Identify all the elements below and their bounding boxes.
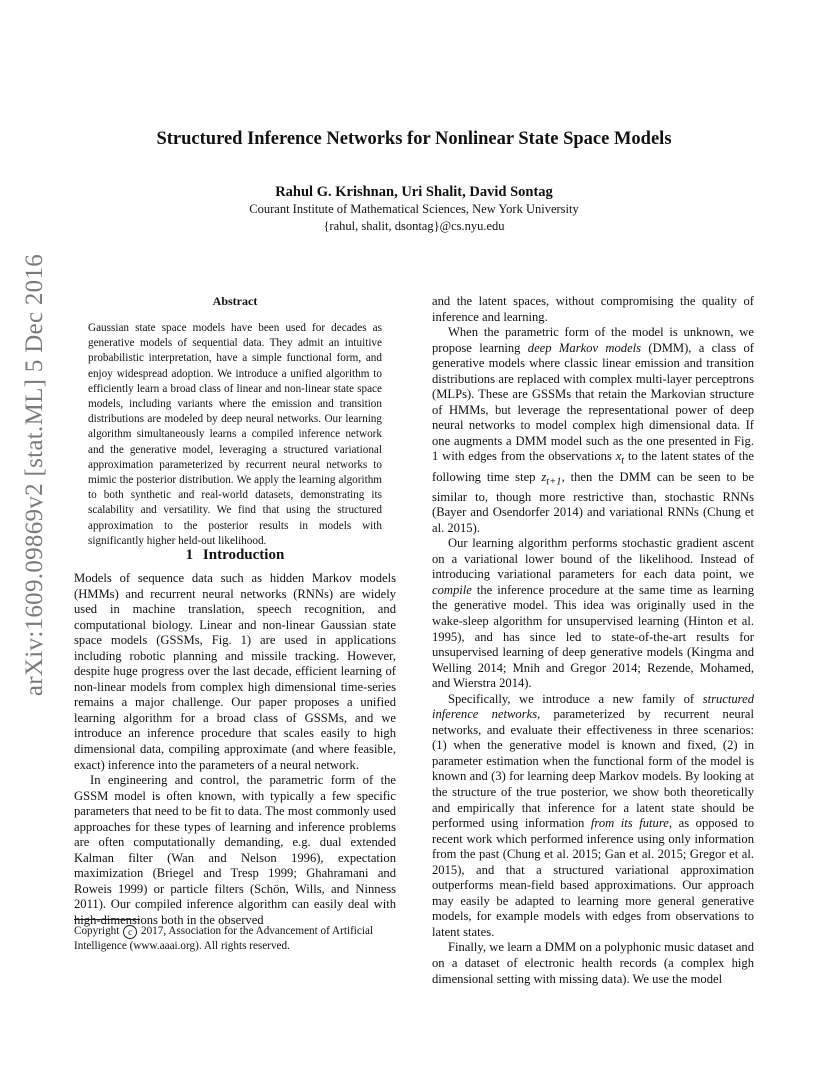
left-column-body	[74, 571, 396, 929]
emphasis-dmm: deep Markov models	[527, 340, 642, 355]
abstract-text: Gaussian state space models have been used for decades as generative models of sequential data. They admit an intuitive probabilistic interpretation, have a simple functional form, and enjoy widespread adoption. We introduce a unified algorithm to efficiently learn a broad class of linear and non-linear state space models, including variants where the emission and transition distributions are modeled by deep neural networks. Our learning algorithm simultaneously learns a compiled inference network and the generative model, leveraging a structured variational approximation parameterized by recurrent neural networks to mimic the posterior distribution. We apply the learning algorithm to both synthetic and real-world datasets, demonstrating its scalability and versatility. We find that using the structured approximation to the posterior results in models with significantly higher held-out likelihood.	[88, 322, 382, 547]
emphasis-from-its-future: from its future	[590, 816, 669, 831]
section-title: Introduction	[202, 547, 285, 563]
right-paragraph-2	[432, 536, 754, 691]
affiliation: Courant Institute of Mathematical Sciences, New York University	[249, 202, 579, 216]
text-run: When the parametric form of the model is unknown, we propose learning	[432, 325, 754, 355]
emphasis-compile: compile	[432, 582, 472, 597]
arxiv-identifier-text: arXiv:1609.09869v2 [stat.ML] 5 Dec 2016	[21, 253, 48, 697]
text-run: the inference procedure at the same time as learning the generative model. This idea was originally used in the wake-sleep algorithm for unsupervised learning (Hinton et al. 1995), and has since led to state-of-the-art results for unsupervised learning of deep generative models (Kingma and Welling 2014; Mnih and Gregor 2014; Rezende, Mohamed, and Wierstra 2014).	[432, 582, 754, 691]
math-z: z	[541, 469, 547, 484]
text-run: Specifically, we introduce a new family of	[448, 691, 703, 706]
section-number: 1	[185, 547, 194, 563]
text-run: , as opposed to recent work which performed inference using only information from the past (Chung et al. 2015; Gan et al. 2015; Gregor et al. 2015), and that a structured variational approximation outperforms mean-field based approximations. Our approach may easily be adapted to learning more general generative models, for example models with edges from observations to latent states.	[432, 816, 754, 939]
emphasis-structured-inference: structured inference networks	[432, 691, 754, 722]
math-x: x	[615, 449, 622, 464]
footnote-divider	[74, 919, 140, 920]
text-run: , parameterized by recurrent neural networks, and evaluate their effectiveness in three scenarios: (1) when the generative model is known and fixed, (2) in parameter estimation when the functional form of the model is known and (3) for learning deep Markov models. By looking at the structure of the true posterior, we show both theoretically and empirically that inference for a latent state should be performed using information	[432, 707, 754, 831]
right-paragraph-3	[432, 692, 754, 941]
intro-paragraph-2: In engineering and control, the parametric form of the GSSM model is often known, with typically a few specific parameters that need to be fit to data. The most commonly used approaches for these types of learning and inference problems are often computationally demanding, e.g. dual extended Kalman filter (Wan and Nelson 1996), expectation maximization (Briegel and Tresp 1999; Ghahramani and Roweis 1999) or particle filters (Schön, Wills, and Ninness 2011). Our compiled inference algorithm can easily deal with high-dimensions both in the observed	[74, 773, 396, 928]
text-run: to the latent states of the following time step	[432, 449, 755, 484]
copyright-icon: c	[123, 925, 137, 939]
author-email: {rahul, shalit, dsontag}@cs.nyu.edu	[323, 219, 505, 233]
abstract-heading: Abstract	[212, 294, 258, 308]
paper-title: Structured Inference Networks for Nonlinear State Space Models	[156, 129, 672, 149]
arxiv-identifier-stamp	[14, 253, 56, 697]
section-heading-introduction	[74, 547, 396, 564]
right-paragraph-1	[432, 325, 754, 536]
footnote-copyright-text: 2017, Association for the Advancement of Artificial Intelligence (www.aaai.org). All rights reserved.	[74, 925, 374, 952]
right-column-body	[432, 294, 754, 987]
intro-paragraph-1: Models of sequence data such as hidden Markov models (HMMs) and recurrent neural networks (RNNs) are widely used in machine translation, speech recognition, and computational biology. Linear and non-linear Gaussian state space models (GSSMs, Fig. 1) are used in applications including robotic planning and missile tracking. However, despite huge progress over the last decade, efficient learning of non-linear models from complex high dimensional time-series remains a major challenge. Our paper proposes a unified learning algorithm for a broad class of GSSMs, and we introduce an inference procedure that scales easily to high dimensional data, compiling approximate (and where feasible, exact) inference into the parameters of a neural network.	[74, 571, 396, 772]
right-paragraph-0: and the latent spaces, without compromising the quality of inference and learning.	[432, 294, 754, 324]
footnote-copyright-label: Copyright	[74, 925, 120, 937]
right-paragraph-4: Finally, we learn a DMM on a polyphonic music dataset and on a dataset of electronic health records (a complex high dimensional setting with missing data). We use the model	[432, 940, 754, 986]
copyright-footnote	[74, 924, 396, 954]
text-run: (DMM), a class of generative models where classic linear emission and transition distributions are replaced with complex multi-layer perceptrons (MLPs). These are GSSMs that retain the Markovian structure of HMMs, but leverage the representational power of deep neural networks to model complex high dimensional data. If one augments a DMM model such as the one presented in Fig. 1 with edges from the observations	[432, 340, 754, 464]
author-list: Rahul G. Krishnan, Uri Shalit, David Sontag	[275, 184, 553, 200]
text-run: Our learning algorithm performs stochastic gradient ascent on a variational lower bound of the likelihood. Instead of introducing variational parameters for each data point, we	[432, 536, 754, 582]
math-z-subscript: t+1	[546, 476, 562, 488]
text-run: , then the DMM can be seen to be similar to, though more restrictive than, stochastic RNNs (Bayer and Osendorfer 2014) and variational RNNs (Chung et al. 2015).	[432, 469, 754, 535]
math-x-subscript: t	[621, 455, 625, 467]
